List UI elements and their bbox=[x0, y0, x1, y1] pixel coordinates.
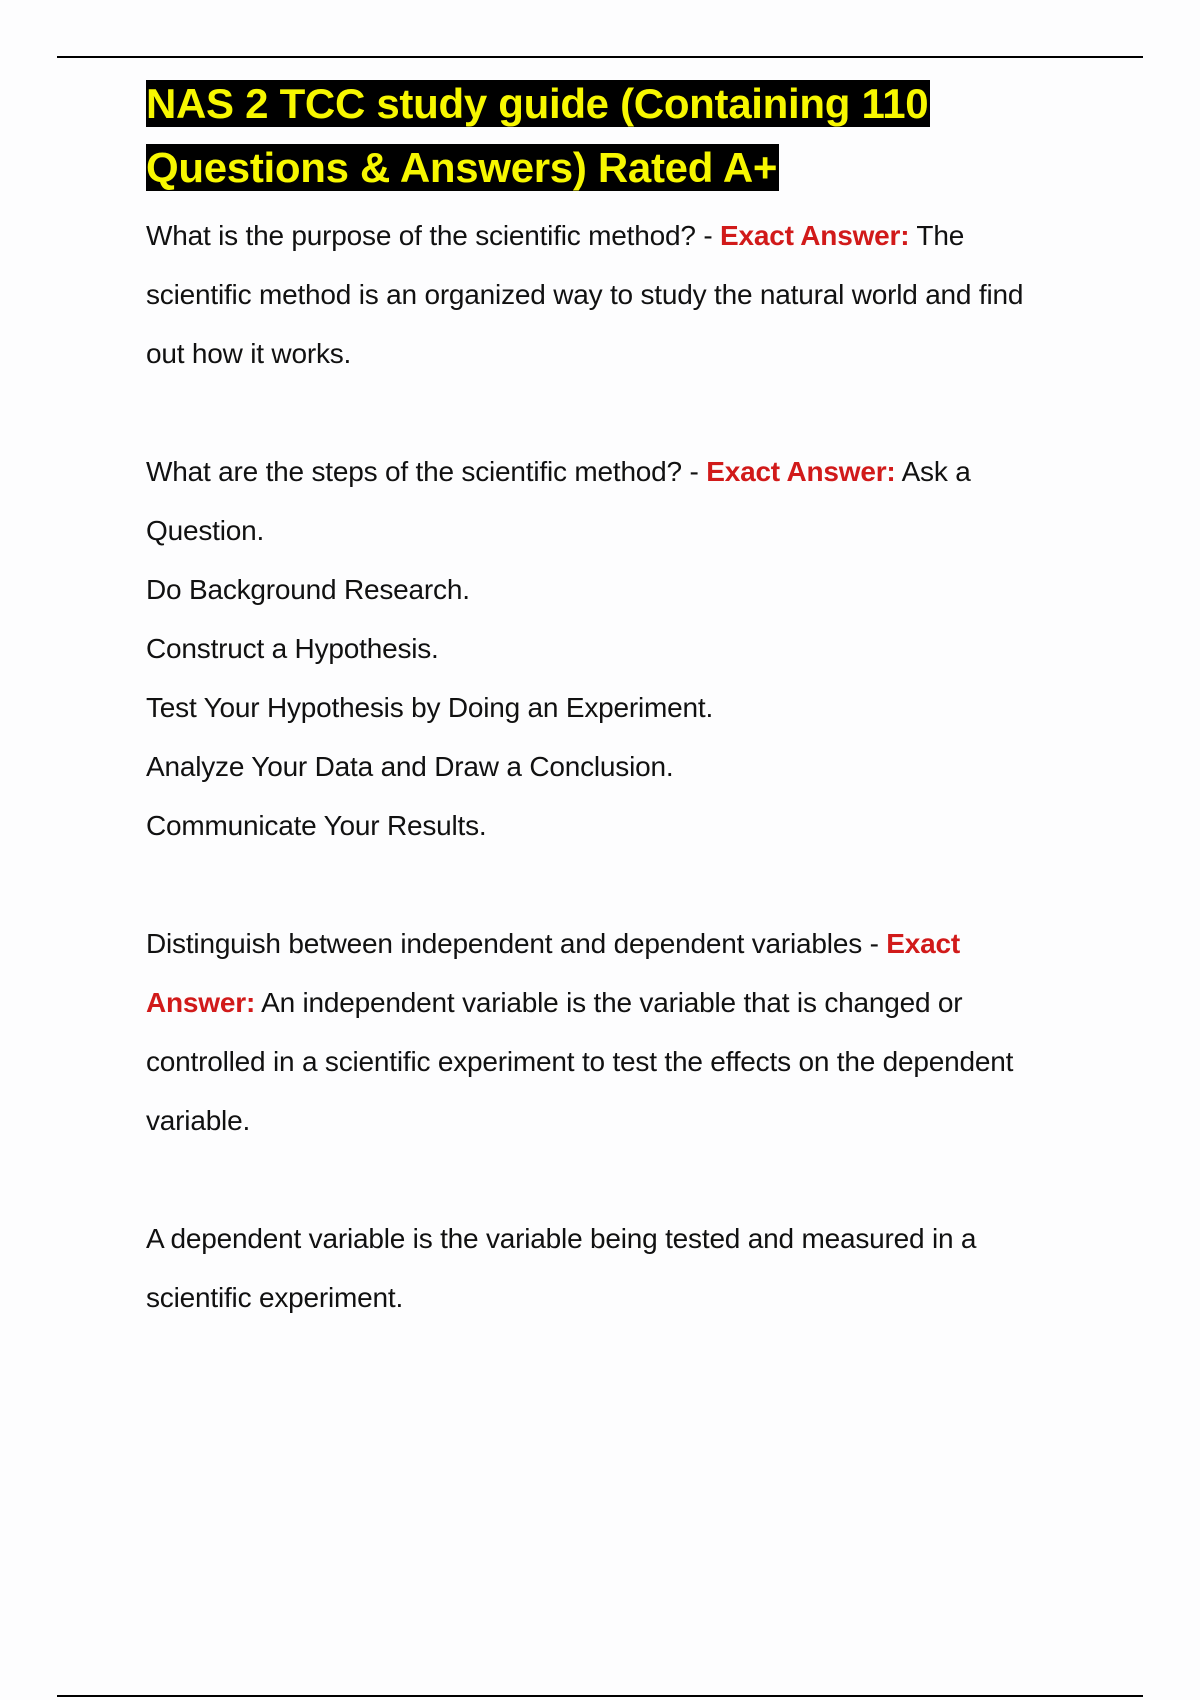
bottom-rule bbox=[57, 1695, 1143, 1697]
step-line: Analyze Your Data and Draw a Conclusion. bbox=[146, 751, 674, 782]
qa-item bbox=[146, 206, 1046, 383]
answer-label: Exact Answer: bbox=[706, 456, 896, 487]
question-text: What are the steps of the scientific method? - bbox=[146, 456, 707, 487]
answer-text: An independent variable is the variable that is changed or controlled in a scientific experiment to test the effects on the dependent variable. bbox=[146, 987, 1014, 1136]
top-rule bbox=[57, 56, 1143, 58]
step-line: Communicate Your Results. bbox=[146, 810, 487, 841]
qa-item bbox=[146, 442, 1046, 560]
answer-label: Exact Answer: bbox=[720, 220, 910, 251]
document-page bbox=[146, 72, 1046, 1327]
answer-label: Exact Answer: bbox=[146, 928, 960, 1018]
document-title bbox=[146, 72, 1046, 200]
paragraph: A dependent variable is the variable being tested and measured in a scientific experiment. bbox=[146, 1223, 977, 1313]
title-highlight: NAS 2 TCC study guide (Containing 110 Questions & Answers) Rated A+ bbox=[146, 80, 929, 191]
question-text: Distinguish between independent and dependent variables - bbox=[146, 928, 887, 959]
question-text: What is the purpose of the scientific method? - bbox=[146, 220, 721, 251]
step-line: Test Your Hypothesis by Doing an Experiment. bbox=[146, 692, 714, 723]
step-line: Construct a Hypothesis. bbox=[146, 633, 439, 664]
answer-text: Ask a Question. bbox=[146, 456, 971, 546]
qa-item bbox=[146, 914, 1046, 1150]
step-line: Do Background Research. bbox=[146, 574, 470, 605]
answer-text: The scientific method is an organized way to study the natural world and find out how it works. bbox=[146, 220, 1024, 369]
